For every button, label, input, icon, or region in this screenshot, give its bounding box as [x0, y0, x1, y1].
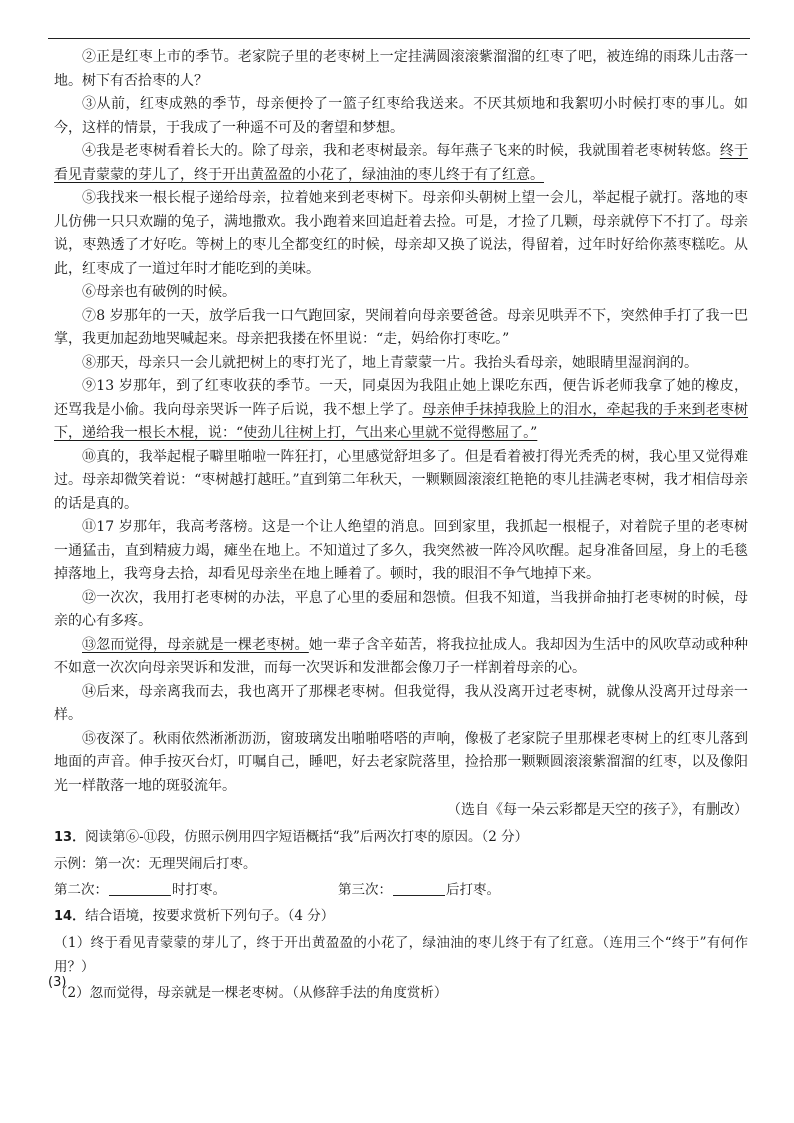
answer-second-suffix: 时打枣。 [172, 881, 226, 898]
question-13-number: 13． [54, 829, 86, 845]
question-14-part-1: （1）终于看见青蒙蒙的芽儿了，终于开出黄盈盈的小花了，绿油油的枣儿终于有了红意。（连用三个“终于”有何作用？） [54, 934, 748, 975]
paragraph-12: ⑫一次次，我用打老枣树的办法，平息了心里的委屈和怨愤。但我不知道，当我拼命抽打老枣树的时候，母亲的心有多疼。 [54, 589, 748, 629]
paragraph-4 [54, 140, 748, 187]
underlined-sentence-3: ⑬忽而觉得，母亲就是一棵老枣树。 [82, 636, 309, 653]
question-13 [54, 825, 748, 850]
question-13-example: 示例：第一次：无理哭闹后打枣。 [54, 855, 257, 872]
paragraph-4-text: ④我是老枣树看着长大的。除了母亲，我和老枣树最亲。每年燕子飞来的时候，我就围着老枣树转悠。 [82, 143, 720, 159]
question-14-part-2: （2）忽而觉得，母亲就是一棵老枣树。（从修辞手法的角度赏析） [54, 984, 448, 1001]
paragraph-14: ⑭后来，母亲离我而去，我也离开了那棵老枣树。但我觉得，我从没离开过老枣树，就像从没离开过母亲一样。 [54, 683, 748, 723]
question-13-text: 阅读第⑥-⑪段，仿照示例用四字短语概括“我”后两次打枣的原因。（2 分） [85, 828, 529, 845]
question-13-answers [54, 878, 748, 902]
paragraph-11: ⑪17 岁那年，我高考落榜。这是一个让人绝望的消息。回到家里，我抓起一根棍子，对着院子里的老枣树一通猛击，直到精疲力竭，瘫坐在地上。不知道过了多久，我突然被一阵冷风吹醒。起身准备回屋，身上的毛毯掉落地上，我弯身去拾，却看见母亲坐在地上睡着了。顿时，我的眼泪不争气地掉下来。 [54, 519, 748, 582]
underlined-sentence-2: 母亲伸手抹掉我脸上的泪水，牵起我的手来到老枣树下，递给我一根长木棍，说：“使劲儿往树上打，气出来心里就不觉得憋屈了。” [54, 401, 749, 441]
question-14-text: 结合语境，按要求赏析下列句子。（4 分） [85, 907, 335, 924]
paragraph-13 [54, 634, 748, 681]
question-14 [54, 904, 748, 929]
answer-third-suffix: 后打枣。 [446, 881, 500, 898]
paragraph-15: ⑮夜深了。秋雨依然淅淅沥沥，窗玻璃发出啪啪嗒嗒的声响，像极了老家院子里那棵老枣树上的红枣儿落到地面的声音。伸手按灭台灯，叮嘱自己，睡吧，好去老家院落里，捡拾那一颗颗圆滚滚紫溜溜的红枣，以及像阳光一样散落一地的斑驳流年。 [54, 730, 748, 794]
answer-blank-third[interactable] [393, 881, 445, 896]
question-14-part-3-label: (3) [48, 975, 67, 990]
paragraph-10: ⑩真的，我举起棍子噼里啪啦一阵狂打，心里感觉舒坦多了。但是看着被打得光秃秃的树，我心里又觉得难过。母亲却微笑着说：“枣树越打越旺。”直到第二年秋天，一颗颗圆滚滚红艳艳的枣儿挂满老枣树，我才相信母亲的话是真的。 [54, 448, 748, 512]
paragraph-5: ⑤我找来一根长棍子递给母亲，拉着她来到老枣树下。母亲仰头朝树上望一会儿，举起棍子就打。落地的枣儿仿佛一只只欢蹦的兔子，满地撒欢。我小跑着来回追赶着去捡。可是，才捡了几颗，母亲就停下不打了。母亲说，枣熟透了才好吃。等树上的枣儿全都变红的时候，母亲却又换了说法，得留着，过年时好给你蒸枣糕吃。从此，红枣成了一道过年时才能吃到的美味。 [54, 190, 748, 277]
question-14-number: 14． [54, 908, 86, 924]
answer-blank-second[interactable] [109, 881, 171, 896]
paragraph-13-text: 她一辈子含辛茹苦，将我拉扯成人。我却因为生活中的风吹草动或种种不如意一次次向母亲哭诉和发泄，而每一次哭诉和发泄都会像刀子一样割着母亲的心。 [54, 636, 749, 676]
document-page [54, 46, 748, 1005]
paragraph-3: ③从前，红枣成熟的季节，母亲便拎了一篮子红枣给我送来。不厌其烦地和我絮叨小时候打枣的事儿。如今，这样的情景，于我成了一种遥不可及的奢望和梦想。 [54, 96, 748, 136]
paragraph-7: ⑦8 岁那年的一天，放学后我一口气跑回家，哭闹着向母亲要爸爸。母亲见哄弄不下，突然伸手打了我一巴掌，我更加起劲地哭喊起来。母亲把我搂在怀里说：“走，妈给你打枣吃。” [54, 307, 748, 347]
paragraph-9 [54, 375, 748, 446]
paragraph-6: ⑥母亲也有破例的时候。 [82, 284, 236, 300]
answer-second-label: 第二次： [54, 881, 108, 898]
header-rule [48, 38, 750, 39]
source-citation: （选自《每一朵云彩都是天空的孩子》，有删改） [447, 802, 748, 818]
paragraph-2: ②正是红枣上市的季节。老家院子里的老枣树上一定挂满圆滚滚紫溜溜的红枣了吧，被连绵的雨珠儿击落一地。树下有否拾枣的人？ [54, 49, 748, 89]
paragraph-8: ⑧那天，母亲只一会儿就把树上的枣打光了，地上青蒙蒙一片。我抬头看母亲，她眼睛里湿润润的。 [82, 354, 698, 371]
paragraph-9-text: ⑨13 岁那年，到了红枣收获的季节。一天，同桌因为我阻止她上课吃东西，便告诉老师我拿了她的橡皮，还骂我是小偷。我向母亲哭诉一阵子后说，我不想上学了。 [54, 378, 748, 418]
underlined-sentence-1: 终于看见青蒙蒙的芽儿了，终于开出黄盈盈的小花了，绿油油的枣儿终于有了红意。 [54, 143, 749, 183]
answer-third-label: 第三次： [338, 881, 392, 898]
